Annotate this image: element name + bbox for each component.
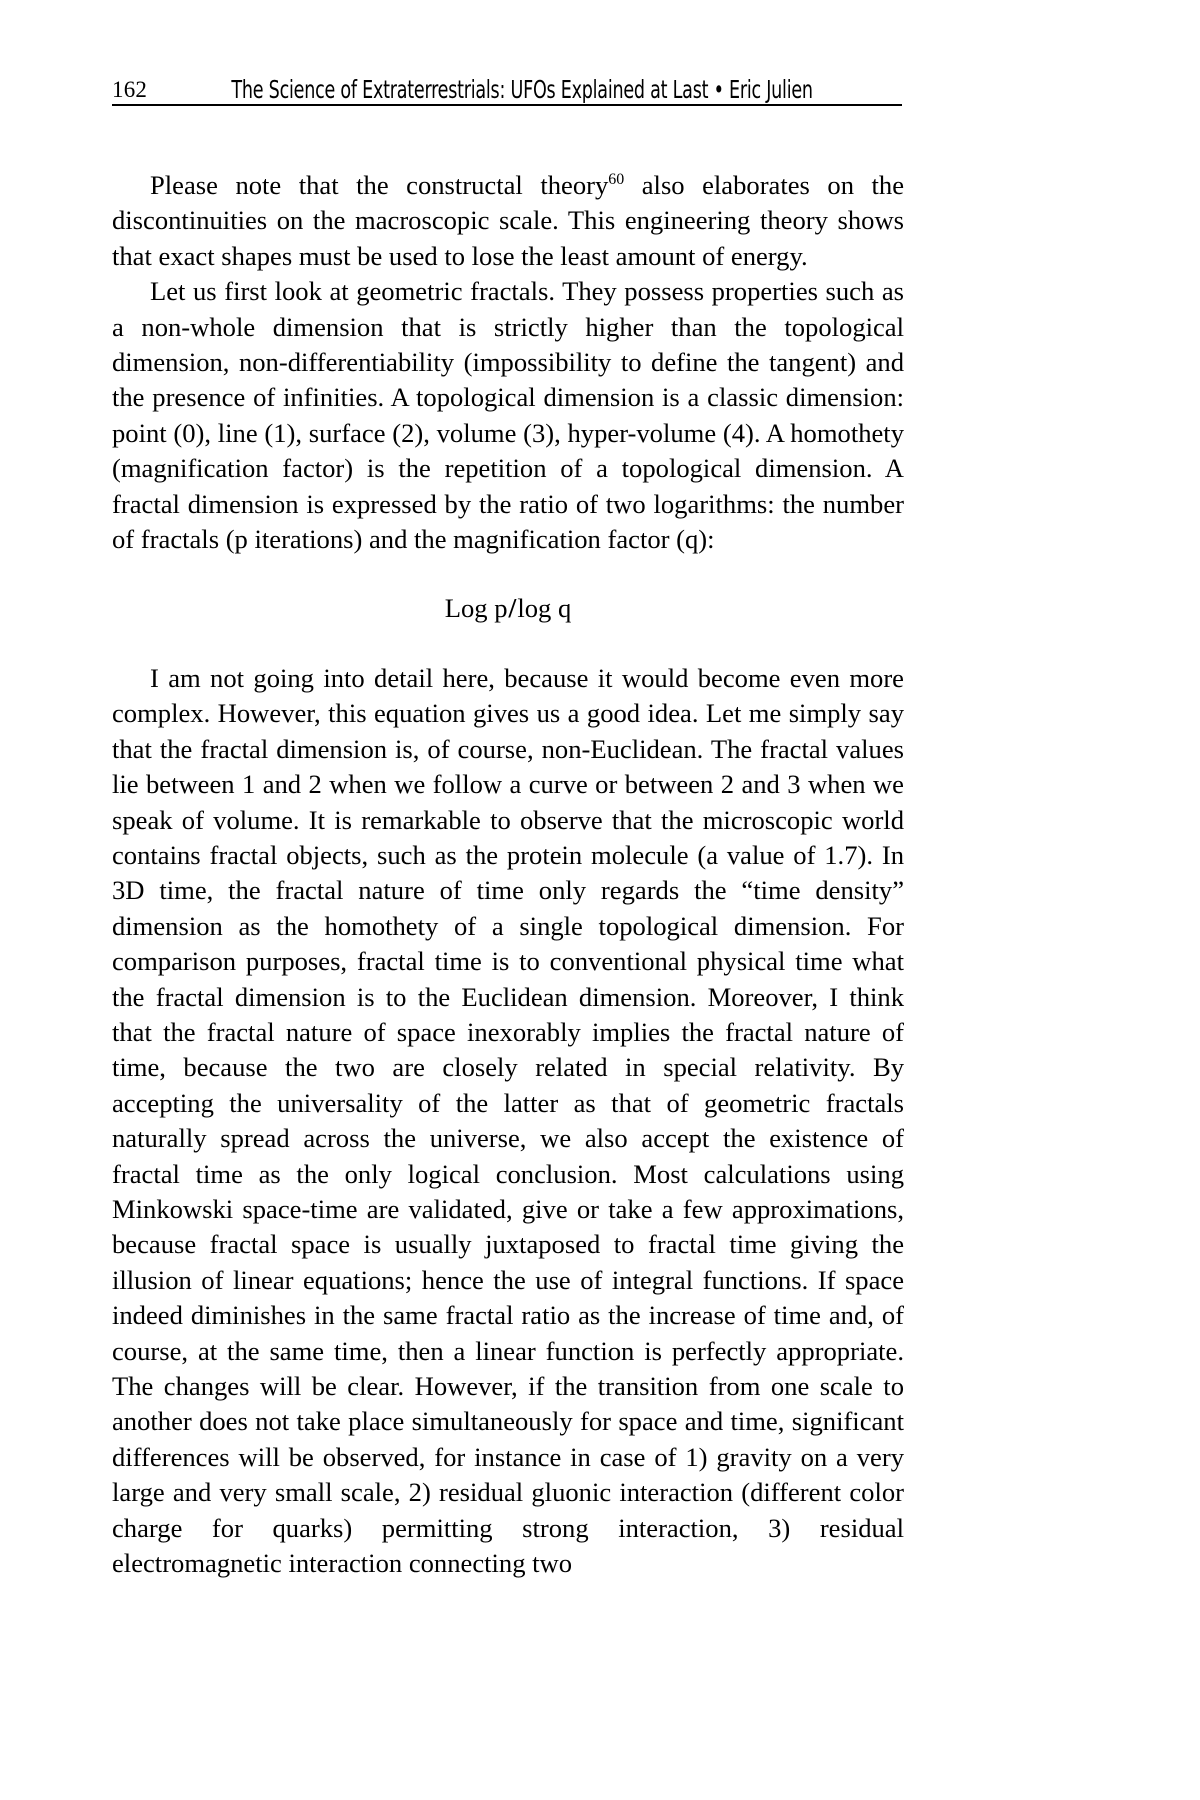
paragraph-3: I am not going into detail here, because it would become even more complex. However, this equation gives us a good idea. Let me simply say that the fractal dimension is, of course, non-Euclidean. The fractal values lie between 1 and 2 when we follow a curve or between 2 and 3 when we speak of volume. It is remarkable to observe that the microscopic world contains fractal objects, such as the protein molecule (a value of 1.7). In 3D time, the fractal nature of time only regards the “time density” dimension as the homothety of a single topological dimension. For comparison purposes, fractal time is to conventional physical time what the fractal dimension is to the Euclidean dimension. Moreover, I think that the fractal nature of space inexorably implies the fractal nature of time, because the two are closely related in special relativity. By accepting the universality of the latter as that of geometric fractals naturally spread across the universe, we also accept the existence of fractal time as the only logical conclusion. Most calculations using Minkowski space-time are validated, give or take a few approximations, because fractal space is usually juxtaposed to fractal time giving the illusion of linear equations; hence the use of integral functions. If space indeed diminishes in the same fractal ratio as the increase of time and, of course, at the same time, then a linear function is perfectly appropriate. The changes will be clear. However, if the transition from one scale to another does not take place simultaneously for space and time, significant differences will be observed, for instance in case of 1) gravity on a very large and very small scale, 2) residual gluonic interaction (different color charge for quarks) permitting strong interaction, 3) residual electromagnetic interaction connecting two <box>112 662 904 1579</box>
formula-denominator: log q <box>517 593 572 624</box>
display-formula <box>112 557 904 660</box>
page-number: 162 <box>112 77 148 102</box>
header-rule <box>112 104 902 106</box>
formula-numerator: Log p <box>444 593 508 624</box>
text-column <box>112 168 904 1581</box>
paragraph-1-text-before-footnote: Please note that the constructal theory <box>150 170 609 200</box>
running-title: The Science of Extraterrestrials: UFOs Explained at Last • Eric Julien <box>231 75 813 104</box>
paragraph-2: Let us first look at geometric fractals. They possess properties such as a non-whole dimension that is strictly higher than the topological dimension, non-differentiability (impossibility to define the tangent) and the presence of infinities. A topological dimension is a classic dimension: point (0), line (1), surface (2), volume (3), hyper-volume (4). A homothety (magnification factor) is the repetition of a topological dimension. A fractal dimension is expressed by the ratio of two logarithms: the number of fractals (p iterations) and the magnification factor (q): <box>112 276 904 555</box>
paragraph-1 <box>112 168 904 274</box>
paragraph-1-text-after-footnote: also elaborates on the discontinuities on the macroscopic scale. This engineering theory shows that exact shapes must be used to lose the least amount of energy. <box>112 170 904 271</box>
formula-slash: / <box>508 593 517 625</box>
footnote-marker-60[interactable]: 60 <box>608 171 625 189</box>
running-head <box>112 62 902 102</box>
